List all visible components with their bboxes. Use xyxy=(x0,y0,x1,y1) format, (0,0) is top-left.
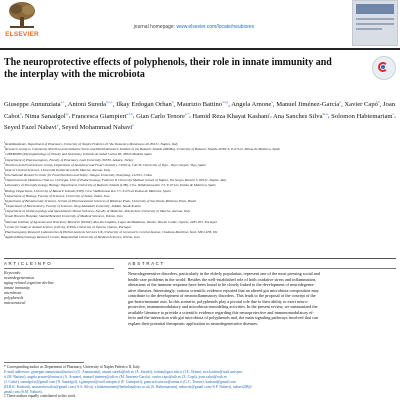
affiliation-text: Applied Biotechnology Research Center, Baqiyatallah University of Medical Sciences, Tehran, Iran xyxy=(5,235,140,240)
author-name: Ilkay Erdogan Orhan xyxy=(116,101,172,109)
author-name: Nima Sanadgol xyxy=(24,112,66,120)
affiliation-text: Center for Study in Animal Science (CECA), ICETA, University of Oporto, Oporto, Portugal xyxy=(5,224,131,229)
footnotes xyxy=(4,365,396,399)
affiliation-text: Imam Hossein Hospital, Shahid Beheshti University of Medical Sciences, Tehran, Iran xyxy=(5,214,123,219)
article-info-heading: A R T I C L E I N F O xyxy=(4,261,51,266)
author-affiliation-marker: b xyxy=(377,100,380,104)
author-name: Solomon Habtemariam xyxy=(331,112,393,120)
cover-stripe xyxy=(356,28,382,30)
homepage-link[interactable]: www.elsevier.com/locate/neubiorev xyxy=(176,24,255,30)
keyword-item: aging-related cognitive decline xyxy=(4,280,54,285)
author-affiliation-marker: i,j xyxy=(65,111,69,116)
author[interactable] xyxy=(68,101,113,108)
abstract-line: explain their potential therapeutic application in neurodegenerative diseases. xyxy=(128,320,259,326)
email-addresses-line[interactable]: (H.R.K. Kashani), anasanchessilva@gmail.com (A.S. Silva), s.habtemariam@herbalanalysis.co.uk (S. Habtemariam), nabavisf@gmail.com (S.F. Nabavi), nabavi208@ xyxy=(4,384,252,389)
author-separator: , xyxy=(68,112,72,120)
equal-contribution-note: 1 These authors equally contributed to this work. xyxy=(4,394,77,399)
homepage-prefix: journal homepage: xyxy=(133,24,177,30)
journal-cover-thumbnail[interactable] xyxy=(352,0,398,46)
author-separator: , xyxy=(132,112,137,120)
affiliation-text: Nutrition and Food Science Group, Department of Analytical and Food Chemistry, CITACA, CACTI, University of Vigo - Vigo Campus, Vigo, Spain xyxy=(5,162,206,167)
author-affiliation-marker: o xyxy=(392,111,395,116)
journal-header xyxy=(0,0,400,48)
email-addresses-line[interactable]: it (M. Battino), angela.arnone@unina.it (A. Arnone), manuel.jimenez@uib.es (M. Jiménez-García), xavier.capo@uib.es (X. Capó), joan.cabot@ssib.es xyxy=(4,374,227,379)
check-updates-dot xyxy=(381,65,385,69)
keyword-item: microbiota xyxy=(4,290,22,295)
author-name: Giuseppe Annunziata xyxy=(4,101,61,109)
author-name: Gian Carlo Tenore xyxy=(136,112,185,120)
author-name: Antoni Sureda xyxy=(67,101,106,109)
author-affiliation-marker: e,f,g xyxy=(222,100,229,104)
affiliation-marker: o xyxy=(4,213,6,217)
abstract-line: ative diseases. Interestingly, various scientific evidence reported that an altered gut microbiota composition may xyxy=(128,287,319,293)
author-separator: , xyxy=(228,101,232,109)
author-separator: , xyxy=(189,112,193,120)
affiliation-marker: g xyxy=(4,172,6,176)
affiliation-text: Research Group in Community Nutrition and Oxidative Stress and Health Research Institute of the Balearic Islands (IdISBa), University of Balearic Islands-IUNICS, E-07122, Palma de Mallorca, Spain xyxy=(5,147,281,152)
author-affiliation-marker: b,c,1 xyxy=(106,100,113,104)
author[interactable] xyxy=(177,101,228,108)
affiliation-text: Dipartimento di Medicina Clinica e Chirurgia, Unit of Endocrinology, Federico II University Medical School of Naples, Via Sergio Pansini 5, 80131, Naples, Italy xyxy=(5,178,227,183)
author-affiliation-marker: h xyxy=(19,111,22,116)
abstract-line: alterations of the immune response have been found to be closely linked to the development of neurodegener- xyxy=(128,282,315,288)
affiliation-text: Biology Department, University of Balearic Islands (UIB), Ctra. Valldemossa Km 7.5, E-07122 Palma de Mallorca, Spain xyxy=(4,188,171,193)
affiliation-text: Department of Pharmacognosy, Faculty of Pharmacy, Gazi University, 06330, Ankara, Turkey xyxy=(5,157,134,162)
article-info-rule xyxy=(4,268,114,269)
keyword-item: neurodegeneration xyxy=(4,275,35,280)
affiliation-marker: r xyxy=(4,228,5,232)
author-affiliation-marker: a,1 xyxy=(60,100,65,104)
keywords-label: Keywords: xyxy=(4,270,22,275)
author-separator: , xyxy=(341,101,345,109)
affiliation-marker: p xyxy=(4,218,6,222)
author-name: Hamid Reza Khayat Kashani xyxy=(192,112,270,120)
section-rule xyxy=(4,258,396,259)
journal-homepage xyxy=(60,24,328,30)
author-separator: , xyxy=(272,101,277,109)
header-rule xyxy=(0,48,400,50)
author-name: Francesca Giampieri xyxy=(71,112,127,120)
author-affiliation-marker: l xyxy=(269,111,271,116)
author[interactable] xyxy=(344,101,379,108)
author-affiliation-marker: a,* xyxy=(184,111,190,116)
corresponding-author-note: * Corresponding author at: Department of Pharmacy, University of Naples Federico II, Italy. xyxy=(4,365,141,369)
author[interactable] xyxy=(4,124,58,131)
abstract-body xyxy=(128,271,396,326)
email-addresses-line[interactable]: E-mail addresses: giuseppe.annunziata@unina.it (G. Annunziata), antoni.sureda@uib.es (A. Sureda), iorhan@gazi.edu.tr (I.E. Orhan), m.a.battino@staff.univpm. xyxy=(4,369,243,374)
author-affiliation-marker: d xyxy=(171,100,174,104)
affiliation-marker: d xyxy=(4,156,6,160)
author-separator: , xyxy=(112,101,117,109)
affiliation-marker: f xyxy=(4,166,5,170)
affiliation-text: Laboratory of Neurophysiology, Biology Department, University of Balearic Islands (UIB), Ctra. Valldemossa Km 7.5, E-07122, Palma de Mallorca, Spain xyxy=(4,183,216,188)
author-name: Joan Cabot xyxy=(4,101,396,120)
affiliation-marker: h xyxy=(4,177,6,181)
abstract-line: protective, immunomodulatory and microbiota-remodeling activities. In the present review, we summarized the xyxy=(128,304,318,310)
author-name: Manuel Jiménez-García xyxy=(276,101,340,109)
author-affiliation-marker: p xyxy=(56,122,59,127)
email-addresses-line[interactable]: gmail.com (S.M. Nabavi). xyxy=(4,389,43,394)
author[interactable] xyxy=(276,101,341,108)
affiliation-list xyxy=(4,141,396,239)
affiliation-marker: i xyxy=(4,182,5,186)
affiliation-text: Department of Biomolecular Sciences, School of Pharmaceutical Sciences of Ribeirao Preto, University of Sao Paulo, Ribeirao Preto, Brazil xyxy=(4,199,197,204)
affiliation-marker: l xyxy=(4,197,5,201)
author-affiliation-marker: b xyxy=(339,100,342,104)
author-name: Ana Sanches Silva xyxy=(273,112,323,120)
author-separator: , xyxy=(21,112,25,120)
affiliation-marker: n xyxy=(4,208,6,212)
author-name: Angela Arnone xyxy=(231,101,272,109)
cover-stripe xyxy=(356,23,394,25)
affiliation-text: Dept of Clinical Sciences, Università Politecnica delle Marche, Ancona, Italy xyxy=(4,167,111,172)
affiliation-text: Department of Biochemistry, Faculty of Sciences, King Abdulaziz University, Jeddah, Saudi Arabia xyxy=(6,204,141,209)
abstract-heading: A B S T R A C T xyxy=(128,261,164,266)
footnote-rule xyxy=(4,362,84,363)
author-affiliation-marker: p xyxy=(132,122,134,127)
author-separator: , xyxy=(173,101,177,109)
author-separator: , xyxy=(64,101,68,109)
keyword-item: nutraceutical xyxy=(4,300,26,305)
email-addresses-line[interactable]: (J. Cabot), sanadgol.n@gmail.com (N. Sanadgol), f.giampieri@staff.univpm.it (F. Giampieri), giancarlo.tenore@unina.it (G.C. Tenore), kashani@gmail.com xyxy=(4,379,236,384)
author-affiliation-marker: m,n xyxy=(322,111,328,116)
abstract-rule xyxy=(128,268,396,269)
abstract-line: available literature to provide a scientific evidence regarding this neuroprotective and immunomodulatory ef- xyxy=(128,309,314,315)
author[interactable] xyxy=(4,101,65,108)
author[interactable] xyxy=(116,101,173,108)
author-separator: , xyxy=(379,101,383,109)
author[interactable] xyxy=(62,124,134,131)
author-affiliation-marker: a xyxy=(271,100,273,104)
affiliation-text: Department of Biology, Faculty of Sciences, University of Zabol, Zabol, Iran xyxy=(5,193,110,198)
author-affiliation-marker: e,f,k xyxy=(126,111,133,116)
affiliation-marker: k xyxy=(4,192,6,196)
author-separator: , xyxy=(270,112,274,120)
author[interactable] xyxy=(136,113,189,120)
keyword-item: innate immunity xyxy=(4,285,30,290)
abstract-line: fects and the interaction with gut microbiota of polyphenols and, the main signaling pathways involved that can xyxy=(128,315,318,321)
affiliation-text: National Institute of Agrarian and Veterinary Research (INIAV), Rua dos Lágidos, Lugar da Madalena, Vairão, Vila do Conde, Oporto, 4485-655, Portugal xyxy=(5,219,217,224)
author[interactable] xyxy=(273,113,328,120)
author[interactable] xyxy=(331,113,394,120)
abstract-line: contribute to the development of neuroinflammatory disorders. This leads to the proposal of the concept of the xyxy=(128,293,316,299)
affiliation-text: Pharmacognosy Research Laboratories & Herbal Analysis Services UK, University of Greenwich, Central Avenue, Chatham-Maritime, Kent, ME4 4TB, UK xyxy=(4,230,218,235)
author-name: Maurizio Battino xyxy=(176,101,223,109)
author[interactable] xyxy=(72,113,133,120)
abstract-line: gut-brain-immune axis. In this scenario, polyphenols play a pivotal role due to their ability to exert neuro- xyxy=(128,298,309,304)
author-separator: , xyxy=(327,112,332,120)
author[interactable] xyxy=(24,111,72,120)
author-name: Xavier Capó xyxy=(344,101,378,109)
cover-band xyxy=(356,4,394,14)
affiliation-text: CIBEROBN (Physiopathology of Obesity and Nutrition), Instituto de Salud Carlos III, 28029 Madrid, Spain xyxy=(5,152,152,157)
abstract-line: health-care problems in the world. Besides the well-established role of both oxidative stress and inflammation, xyxy=(128,276,317,282)
author-name: Seyed Mohammad Nabavi xyxy=(61,124,133,132)
author-separator: , xyxy=(394,112,396,120)
article-title: The neuroprotective effects of polyphenols, their role in innate immunity and the interplay with the microbiota xyxy=(4,57,332,80)
affiliation-marker: a xyxy=(4,141,6,144)
affiliation-item xyxy=(4,234,396,239)
elsevier-tree-logo xyxy=(2,0,42,30)
author-separator: , xyxy=(58,124,62,132)
affiliation-marker: q xyxy=(4,223,6,227)
affiliation-text: International Research Center for Food Nutrition and Safety, Jiangsu University, Zhenjiang, 212013, China xyxy=(5,173,152,178)
check-for-updates-icon[interactable] xyxy=(372,56,396,80)
affiliation-marker: c xyxy=(4,151,6,155)
affiliation-marker: s xyxy=(4,234,6,238)
affiliation-marker: e xyxy=(4,161,6,165)
affiliation-marker: j xyxy=(4,187,5,191)
author[interactable] xyxy=(192,113,270,120)
cover-stripe xyxy=(356,18,394,20)
keyword-item: polyphenols xyxy=(4,295,24,300)
affiliation-text: ReuthRamfeale, Department of Pharmacy, University of Naples Federico II, Via Domenico Montesano 49, 80131, Naples, Italy xyxy=(5,142,178,147)
abstract-line: Neurodegenerative disorders, particularly in the elderly population, represent one of the most pressing social and xyxy=(128,271,320,276)
author-name: Seyed Fazel Nabavi xyxy=(4,124,57,132)
affiliation-text: Department of Otolaryngology and Specialized Clinical Sciences, Faculty of Medicine, Polytechnic University of Marche, Ancona, Italy xyxy=(5,209,191,214)
keyword-list xyxy=(4,270,114,305)
affiliation-marker: m xyxy=(4,203,7,207)
affiliation-marker: b xyxy=(4,146,6,150)
author[interactable] xyxy=(231,101,273,108)
publisher-name: ELSEVIER xyxy=(5,31,39,38)
author-list xyxy=(4,98,396,132)
